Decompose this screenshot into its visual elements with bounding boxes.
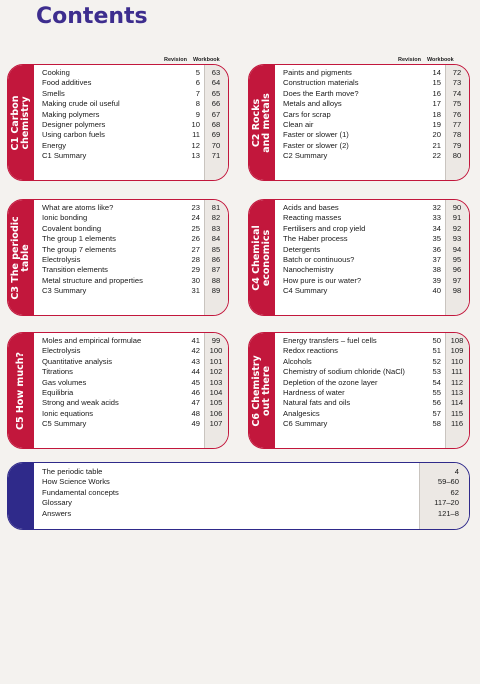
topic-row[interactable] [42, 110, 228, 120]
topic-name: Acids and bases [283, 203, 339, 212]
revision-page: 8 [195, 99, 200, 109]
revision-page: 38 [432, 265, 441, 275]
topic-row[interactable] [42, 276, 228, 286]
revision-page: 13 [191, 151, 200, 161]
section-label-line2: out there [261, 365, 272, 416]
extras-row[interactable] [42, 509, 469, 519]
topic-name: Faster or slower (1) [283, 130, 349, 140]
topic-row[interactable] [283, 255, 469, 265]
workbook-page: 91 [452, 213, 462, 223]
revision-page: 34 [432, 223, 441, 233]
revision-page: 31 [191, 286, 200, 296]
topic-row[interactable] [42, 141, 228, 151]
revision-page: 6 [195, 78, 200, 88]
topic-row[interactable] [42, 346, 228, 356]
topic-name: Depletion of the ozone layer [283, 377, 378, 387]
topic-name: C3 Summary [42, 286, 87, 296]
section-label-line1: C2 Rocks [251, 98, 262, 147]
workbook-page: 108 [450, 336, 464, 345]
workbook-page: 72 [452, 68, 462, 77]
revision-page: 39 [432, 275, 441, 285]
topic-row[interactable] [283, 89, 469, 99]
topic-name: Metals and alloys [283, 99, 342, 109]
workbook-page: 79 [452, 140, 462, 150]
extras-topic: Glossary [42, 498, 72, 508]
topic-row[interactable] [42, 378, 228, 388]
extras-topic: Fundamental concepts [42, 487, 119, 497]
workbook-page: 116 [450, 419, 464, 429]
revision-page: 27 [191, 244, 200, 254]
topic-row[interactable] [42, 130, 228, 140]
revision-page: 33 [432, 213, 441, 223]
section-topic-list [275, 65, 469, 180]
topic-name: Cars for scrap [283, 109, 331, 119]
section-card [248, 64, 470, 181]
workbook-page: 100 [209, 346, 223, 356]
revision-page: 57 [432, 408, 441, 418]
topic-name: Smells [42, 88, 65, 98]
workbook-page: 78 [452, 130, 462, 140]
workbook-page: 102 [209, 367, 223, 377]
revision-page: 47 [191, 398, 200, 408]
workbook-page: 63 [211, 68, 221, 77]
topic-name: Electrolysis [42, 346, 81, 356]
topic-name: Gas volumes [42, 377, 87, 387]
revision-page: 44 [191, 367, 200, 377]
topic-row[interactable] [283, 141, 469, 151]
topic-name: Detergents [283, 244, 321, 254]
topic-row[interactable] [42, 357, 228, 367]
topic-name: Construction materials [283, 78, 359, 88]
topic-row[interactable] [42, 203, 228, 213]
revision-page: 36 [432, 244, 441, 254]
topic-row[interactable] [283, 224, 469, 234]
page-title: Contents [36, 4, 148, 29]
extras-topic: The periodic table [42, 467, 103, 476]
topic-row[interactable] [42, 89, 228, 99]
topic-row[interactable] [42, 286, 228, 296]
topic-name: Redox reactions [283, 346, 338, 356]
topic-name: Moles and empirical formulae [42, 336, 142, 345]
section-topic-list [275, 333, 469, 448]
workbook-page: 110 [450, 356, 464, 366]
extras-row[interactable] [42, 467, 469, 477]
workbook-page: 95 [452, 254, 462, 264]
extras-row[interactable] [42, 488, 469, 498]
topic-row[interactable] [283, 388, 469, 398]
topic-row[interactable] [283, 378, 469, 388]
workbook-page: 73 [452, 78, 462, 88]
topic-name: Making polymers [42, 109, 100, 119]
topic-name: Strong and weak acids [42, 398, 119, 408]
topic-name: C2 Summary [283, 151, 328, 161]
revision-page: 21 [432, 140, 441, 150]
workbook-page: 113 [450, 387, 464, 397]
extras-page: 62 [450, 487, 459, 497]
workbook-page: 64 [211, 78, 221, 88]
revision-page: 7 [195, 88, 200, 98]
topic-row[interactable] [283, 78, 469, 88]
topic-row[interactable] [42, 68, 228, 78]
section-tab [8, 200, 34, 315]
workbook-page: 112 [450, 377, 464, 387]
revision-page: 48 [191, 408, 200, 418]
topic-name: What are atoms like? [42, 203, 114, 212]
topic-row[interactable] [283, 398, 469, 408]
workbook-page: 85 [211, 244, 221, 254]
revision-page: 49 [191, 419, 200, 429]
section-label-line1: C1 Carbon [10, 94, 21, 151]
workbook-page: 111 [451, 367, 463, 377]
revision-page: 9 [195, 109, 200, 119]
workbook-page: 88 [211, 275, 221, 285]
topic-name: C4 Summary [283, 286, 328, 296]
topic-name: Cooking [42, 68, 70, 77]
workbook-page: 97 [452, 275, 462, 285]
extras-page: 59–60 [437, 477, 459, 487]
workbook-page: 68 [211, 119, 221, 129]
extras-page: 4 [454, 467, 459, 476]
revision-page: 32 [432, 203, 441, 212]
workbook-page: 92 [452, 223, 462, 233]
revision-page: 45 [191, 377, 200, 387]
section-label [252, 355, 272, 426]
topic-name: Covalent bonding [42, 223, 102, 233]
topic-name: Does the Earth move? [283, 88, 359, 98]
topic-name: Reacting masses [283, 213, 342, 223]
column-headers-right [398, 57, 454, 63]
section-topic-list [34, 333, 228, 448]
topic-row[interactable] [283, 120, 469, 130]
workbook-page: 67 [211, 109, 221, 119]
extras-page: 117–20 [434, 498, 459, 508]
revision-header: Revision [398, 57, 421, 63]
revision-page: 11 [192, 130, 200, 140]
topic-name: Designer polymers [42, 119, 106, 129]
workbook-page: 81 [211, 203, 221, 212]
topic-row[interactable] [283, 336, 469, 346]
topic-row[interactable] [42, 234, 228, 244]
section-label [11, 216, 31, 299]
topic-row[interactable] [42, 398, 228, 408]
revision-page: 54 [432, 377, 441, 387]
revision-page: 40 [432, 286, 441, 296]
topic-row[interactable] [42, 336, 228, 346]
topic-name: Paints and pigments [283, 68, 352, 77]
extras-page: 121–8 [437, 508, 459, 518]
extras-topic: How Science Works [42, 477, 110, 487]
revision-page: 20 [432, 130, 441, 140]
workbook-page: 90 [452, 203, 462, 212]
section-card [248, 199, 470, 316]
workbook-page: 114 [450, 398, 464, 408]
topic-name: Faster or slower (2) [283, 140, 349, 150]
workbook-page: 66 [211, 99, 221, 109]
workbook-page: 71 [211, 151, 221, 161]
topic-row[interactable] [283, 276, 469, 286]
topic-name: Chemistry of sodium chloride (NaCl) [283, 367, 405, 377]
topic-name: C6 Summary [283, 419, 328, 429]
revision-page: 24 [191, 213, 200, 223]
revision-page: 43 [191, 356, 200, 366]
revision-page: 22 [432, 151, 441, 161]
topic-name: Quantitative analysis [42, 356, 113, 366]
topic-name: Energy transfers – fuel cells [283, 336, 377, 345]
workbook-page: 82 [211, 213, 221, 223]
topic-name: The Haber process [283, 234, 348, 244]
section-topic-list [34, 65, 228, 180]
topic-row[interactable] [283, 130, 469, 140]
column-headers-left [164, 57, 220, 63]
section-label [11, 95, 31, 150]
revision-page: 58 [432, 419, 441, 429]
workbook-page: 105 [209, 398, 223, 408]
topic-name: How pure is our water? [283, 275, 362, 285]
workbook-page: 104 [209, 387, 223, 397]
topic-row[interactable] [283, 245, 469, 255]
workbook-page: 101 [209, 356, 223, 366]
topic-name: Hardness of water [283, 387, 345, 397]
section-topic-list [34, 200, 228, 315]
topic-row[interactable] [283, 99, 469, 109]
revision-page: 52 [432, 356, 441, 366]
topic-name: Equilibria [42, 387, 74, 397]
topic-name: Fertilisers and crop yield [283, 223, 366, 233]
topic-name: Ionic equations [42, 408, 94, 418]
revision-page: 53 [432, 367, 441, 377]
workbook-page: 77 [452, 119, 462, 129]
revision-page: 41 [191, 336, 200, 345]
workbook-page: 83 [211, 223, 221, 233]
revision-header: Revision [164, 57, 187, 63]
revision-page: 50 [432, 336, 441, 345]
revision-page: 12 [191, 140, 200, 150]
extras-row[interactable] [42, 477, 469, 487]
revision-page: 26 [191, 234, 200, 244]
workbook-page: 107 [209, 419, 223, 429]
extras-topic: Answers [42, 508, 72, 518]
workbook-page: 99 [211, 336, 221, 345]
topic-row[interactable] [283, 409, 469, 419]
workbook-page: 76 [452, 109, 462, 119]
workbook-page: 75 [452, 99, 462, 109]
topic-name: Making crude oil useful [42, 99, 120, 109]
section-tab [8, 65, 34, 180]
topic-name: The group 1 elements [42, 234, 116, 244]
section-label [252, 225, 272, 291]
section-label [16, 351, 26, 429]
topic-row[interactable] [283, 151, 469, 161]
workbook-page: 94 [452, 244, 462, 254]
topic-name: Electrolysis [42, 254, 81, 264]
workbook-page: 65 [211, 88, 221, 98]
topic-row[interactable] [283, 234, 469, 244]
topic-name: Analgesics [283, 408, 320, 418]
section-label-line1: C4 Chemical [251, 224, 262, 291]
section-tab [8, 333, 34, 448]
workbook-page: 103 [209, 377, 223, 387]
topic-row[interactable] [283, 68, 469, 78]
topic-name: Nanochemistry [283, 265, 334, 275]
revision-page: 35 [432, 234, 441, 244]
workbook-page: 106 [209, 408, 223, 418]
topic-row[interactable] [42, 367, 228, 377]
workbook-page: 69 [211, 130, 221, 140]
topic-row[interactable] [42, 120, 228, 130]
section-label-line2: and metals [261, 92, 272, 153]
topic-row[interactable] [283, 419, 469, 429]
revision-page: 15 [432, 78, 441, 88]
revision-page: 55 [432, 387, 441, 397]
revision-page: 19 [432, 119, 441, 129]
topic-row[interactable] [42, 224, 228, 234]
workbook-page: 84 [211, 234, 221, 244]
section-label-line2: chemistry [20, 95, 31, 150]
topic-row[interactable] [283, 367, 469, 377]
topic-row[interactable] [283, 110, 469, 120]
section-label-line1: C6 Chemistry [251, 354, 262, 427]
revision-page: 42 [191, 346, 200, 356]
workbook-page: 86 [211, 254, 221, 264]
section-card [7, 199, 229, 316]
revision-page: 30 [191, 275, 200, 285]
topic-name: Clean air [283, 119, 314, 129]
revision-page: 25 [191, 223, 200, 233]
section-label-line1: C3 The periodic [10, 215, 21, 300]
topic-name: Ionic bonding [42, 213, 88, 223]
section-label [252, 93, 272, 153]
topic-name: Food additives [42, 78, 92, 88]
workbook-page: 87 [211, 265, 221, 275]
section-tab [249, 65, 275, 180]
section-card [7, 332, 229, 449]
revision-page: 23 [191, 203, 200, 212]
section-card [248, 332, 470, 449]
revision-page: 37 [432, 254, 441, 264]
revision-page: 16 [432, 88, 441, 98]
workbook-page: 115 [450, 408, 464, 418]
section-tab [249, 200, 275, 315]
topic-name: C1 Summary [42, 151, 87, 161]
revision-page: 5 [195, 68, 200, 77]
topic-row[interactable] [283, 346, 469, 356]
revision-page: 10 [191, 119, 200, 129]
extras-row[interactable] [42, 498, 469, 508]
workbook-page: 98 [452, 286, 462, 296]
topic-row[interactable] [42, 213, 228, 223]
topic-row[interactable] [42, 255, 228, 265]
topic-name: Energy [42, 140, 67, 150]
section-card [7, 64, 229, 181]
topic-row[interactable] [42, 151, 228, 161]
section-label-line2: table [20, 243, 31, 272]
topic-row[interactable] [42, 78, 228, 88]
section-tab [249, 333, 275, 448]
topic-row[interactable] [42, 419, 228, 429]
revision-page: 17 [432, 99, 441, 109]
extras-tab [8, 463, 34, 529]
revision-page: 28 [191, 254, 200, 264]
workbook-page: 89 [211, 286, 221, 296]
topic-row[interactable] [283, 265, 469, 275]
workbook-page: 80 [452, 151, 462, 161]
workbook-page: 109 [450, 346, 464, 356]
topic-row[interactable] [42, 409, 228, 419]
topic-row[interactable] [283, 203, 469, 213]
topic-name: Metal structure and properties [42, 275, 143, 285]
topic-row[interactable] [42, 245, 228, 255]
topic-row[interactable] [283, 213, 469, 223]
revision-page: 56 [432, 398, 441, 408]
topic-row[interactable] [283, 357, 469, 367]
workbook-page: 70 [211, 140, 221, 150]
revision-page: 29 [191, 265, 200, 275]
extras-box [7, 462, 470, 530]
topic-row[interactable] [42, 265, 228, 275]
section-label-line1: C5 How much? [15, 351, 26, 430]
topic-name: Natural fats and oils [283, 398, 351, 408]
topic-name: Transition elements [42, 265, 108, 275]
topic-name: Batch or continuous? [283, 254, 355, 264]
topic-name: Titrations [42, 367, 73, 377]
workbook-page: 74 [452, 88, 462, 98]
topic-row[interactable] [42, 99, 228, 109]
topic-name: Using carbon fuels [42, 130, 105, 140]
revision-page: 14 [432, 68, 441, 77]
revision-page: 46 [191, 387, 200, 397]
topic-name: C5 Summary [42, 419, 87, 429]
topic-name: Alcohols [283, 356, 312, 366]
revision-page: 51 [432, 346, 441, 356]
extras-list [34, 463, 469, 529]
workbook-header: Workbook [192, 57, 220, 63]
revision-page: 18 [432, 109, 441, 119]
topic-name: The group 7 elements [42, 244, 116, 254]
workbook-page: 93 [452, 234, 462, 244]
workbook-page: 96 [452, 265, 462, 275]
workbook-header: Workbook [426, 57, 454, 63]
topic-row[interactable] [283, 286, 469, 296]
section-topic-list [275, 200, 469, 315]
section-label-line2: economics [261, 229, 272, 286]
topic-row[interactable] [42, 388, 228, 398]
